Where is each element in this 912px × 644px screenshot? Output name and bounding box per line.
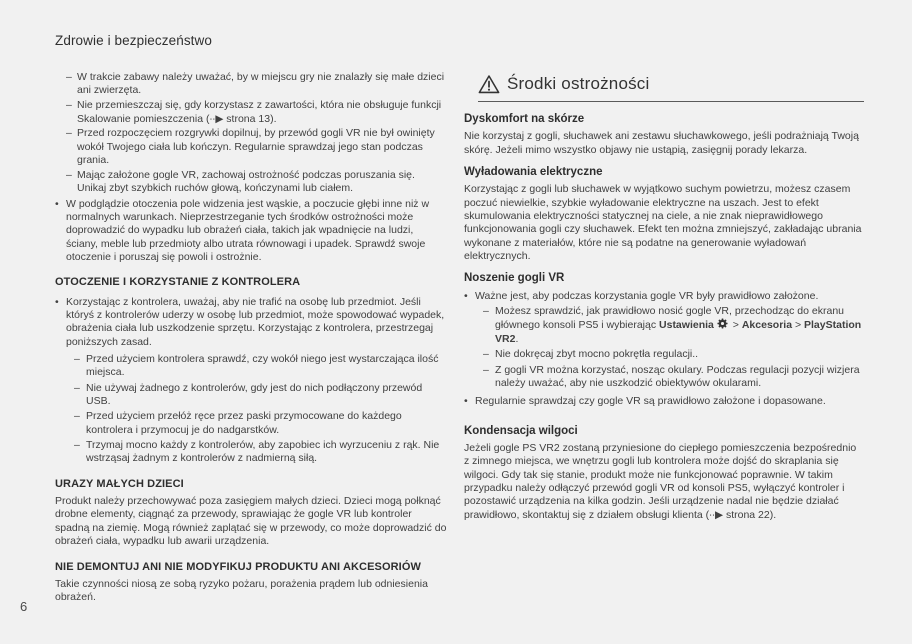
section-paragraph: Takie czynności niosą ze sobą ryzyko pożaru, porażenia prądem lub odniesienia obrażeń. (55, 577, 428, 604)
section-heading-disassembly: NIE DEMONTUJ ANI NIE MODYFIKUJ PRODUKTU ANI AKCESORIÓW (55, 560, 421, 573)
list-item: • Regularnie sprawdzaj czy gogle VR są prawidłowo założone i dopasowane. (464, 395, 864, 408)
warning-icon (478, 74, 500, 94)
list-item: • Korzystając z kontrolera, uważaj, aby nie trafić na osobę lub przedmiot. Jeśli któryś z kontrolerów uderzy w osobę lub przedmiot, może spowodować wypadek, obrażenia ciała lub uszkodzenie sprzętu. Korzystając z kontrolera, przestrzegaj poniższych zasad. (55, 296, 447, 349)
section-paragraph: Nie korzystaj z gogli, słuchawek ani zestawu słuchawkowego, jeśli podrażniają Twoją skórę. Jeżeli mimo wszystko objawy nie ustąpią, zasięgnij porady lekarza. (464, 130, 859, 156)
playstation-vr2-label: PlayStation VR2 (495, 319, 862, 345)
accessories-label: Akcesoria (741, 319, 793, 332)
list-item: – Nie używaj żadnego z kontrolerów, gdy jest do nich podłączony przewód USB. (55, 382, 447, 409)
settings-path-pre: Możesz sprawdzić, jak prawidłowo nosić gogle VR, przechodząc do ekranu głównego konsoli PS5 i wybierając (495, 305, 845, 332)
section-paragraph: Korzystając z gogli lub słuchawek w wyjątkowo suchym powietrzu, możesz czasem poczuć niewielkie, szybkie wyładowanie elektryczne na uszach. Jest to efekt skumulowania elektryczności statycznej na ciele, a nie znak nieprawidłowego funkcjonowania gogli czy słuchawek. Efekt ten można zmniejszyć, zakładając ubrania wykonane z materiałów, które nie są podatne na generowanie wyładowań elektrycznych. (464, 183, 862, 263)
list-item: • Ważne jest, aby podczas korzystania gogle VR były prawidłowo założone. (464, 290, 864, 303)
subheading-condensation: Kondensacja wilgoci (464, 424, 578, 437)
list-item: – Nie dokręcaj zbyt mocno pokrętła regulacji.. (464, 348, 864, 361)
wearing-sub-list (464, 305, 864, 390)
title-rule (478, 101, 864, 102)
settings-path-end: . (515, 332, 519, 345)
list-item: • W podglądzie otoczenia pole widzenia jest wąskie, a poczucie głębi inne niż w normalnych warunkach. Nieprzestrzeganie tych środków ostrożności może doprowadzić do wypadku lub obrażeń ciała, takich jak wpadnięcie na ludzi, ściany, meble lub przedmioty albo utrata równowagi i upadek. Sprawdź swoje otoczenie i poruszaj się powoli i ostrożnie. (55, 198, 447, 265)
section-heading-children: URAZY MAŁYCH DZIECI (55, 477, 184, 490)
list-item: – Nie przemieszczaj się, gdy korzystasz z zawartości, która nie obsługuje funkcji Skalowanie pomieszczenia (∙∙▶ strona 13). (55, 99, 447, 126)
list-item: – Trzymaj mocno każdy z kontrolerów, aby zapobiec ich wyrzuceniu z rąk. Nie wstrząsaj żadnym z kontrolerów z nadmierną siłą. (55, 439, 447, 466)
section-paragraph: Jeżeli gogle PS VR2 zostaną przyniesione do ciepłego pomieszczenia bezpośrednio z zimnego miejsca, we wnętrzu gogli lub kontrolera może dojść do skraplania się wilgoci. Gdy tak się stanie, produkt może nie funkcjonować poprawnie. W takim przypadku należy odłączyć przewód gogli VR od konsoli PS5, wyłączyć kontroler i pozostawić urządzenia na kilka godzin. Jeśli urządzenie nadal nie będzie działać prawidłowo, skontaktuj się z działem obsługi klienta (∙∙▶ strona 22). (464, 441, 857, 521)
subheading-wearing: Noszenie gogli VR (464, 272, 565, 285)
list-item: – Mając założone gogle VR, zachowaj ostrożność podczas poruszania się. Unikaj zbyt szybkich ruchów głową, kończynami lub ciałem. (55, 169, 447, 196)
list-item: – Przed rozpoczęciem rozgrywki dopilnuj, by przewód gogli VR nie był owinięty wokół Twojego ciała lub kończyn. Regularnie sprawdzaj jego stan podczas grania. (55, 127, 447, 167)
list-item: – W trakcie zabawy należy uważać, by w miejscu gry nie znalazły się małe dzieci ani zwierzęta. (55, 71, 447, 98)
gear-icon (717, 318, 728, 329)
list-item: – Z gogli VR można korzystać, nosząc okulary. Podczas regulacji pozycji wizjera należy uważać, aby nie uszkodzić obiektywów okularami. (464, 364, 864, 391)
list-item: – Przed użyciem kontrolera sprawdź, czy wokół niego jest wystarczająca ilość miejsca. (55, 353, 447, 380)
list-item-settings-path (464, 305, 864, 346)
precautions-title-text: Środki ostrożności (507, 74, 650, 94)
page-header: Zdrowie i bezpieczeństwo (55, 33, 212, 48)
left-column (55, 71, 447, 605)
section-heading-controller: OTOCZENIE I KORZYSTANIE Z KONTROLERA (55, 276, 301, 289)
controller-sub-list (55, 353, 447, 466)
settings-label: Ustawienia (659, 319, 714, 332)
settings-path-separator: > (729, 319, 742, 332)
subheading-discharge: Wyładowania elektryczne (464, 166, 603, 179)
precautions-title (478, 74, 864, 101)
page-number: 6 (20, 599, 28, 614)
section-paragraph: Produkt należy przechowywać poza zasięgiem małych dzieci. Dzieci mogą połknąć drobne elementy, ciągnąć za przewody, sprawiając że gogle VR lub kontroler spadną na ziemię. Mogą również zaplątać się w przewody, co może doprowadzić do obrażeń ciała, wypadku lub awarii urządzenia. (55, 495, 447, 548)
right-column (464, 74, 864, 522)
subheading-skin: Dyskomfort na skórze (464, 113, 585, 125)
list-item: – Przed użyciem przełóż ręce przez paski przymocowane do każdego kontrolera i przymocuj je do nadgarstków. (55, 410, 447, 437)
settings-path-separator: > (792, 319, 805, 332)
